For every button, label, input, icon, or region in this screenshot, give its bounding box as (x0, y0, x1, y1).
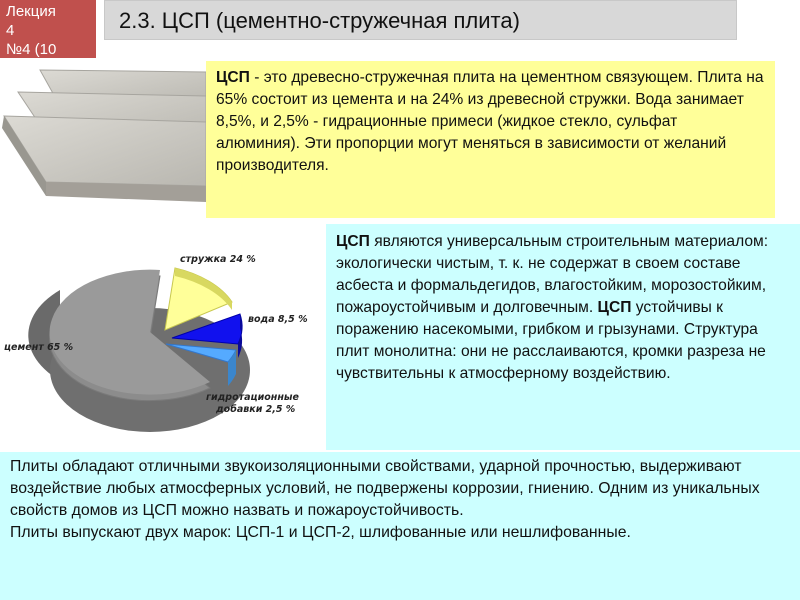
properties-text-1: являются универсальным строительным материалом: экологически чистым, т. к. не содержат в своем составе асбеста и формальдегидов, влагостойким, морозостойким, пожароустойчивым и долговечным. (336, 233, 769, 316)
definition-text: - это древесно-стружечная плита на цементном связующем. Плита на 65% состоит из цемента и на 24% из древесной стружки. Вода занимает 8,5%, и 2,5% - гидрационные примеси (жидкое стекло, сульфат алюминия). Эти пропорции могут меняться в зависимости от желаний производителя. (216, 69, 764, 174)
properties-box (326, 224, 800, 450)
cement-board-slabs-icon (0, 66, 210, 212)
lecture-label-line3: №4 (10 (6, 41, 57, 58)
composition-pie-chart (0, 240, 320, 450)
pie-label-cement: цемент 65 % (4, 342, 74, 353)
features-paragraph-2: Плиты выпускают двух марок: ЦСП-1 и ЦСП-2, шлифованные или нешлифованные. (10, 524, 631, 541)
pie-label-additives-line1: гидротационные (206, 392, 299, 403)
features-paragraph-1: Плиты обладают отличными звукоизоляционными свойствами, ударной прочностью, выдерживают воздействие любых атмосферных условий, не подвержены коррозии, гниению. Одним из уникальных свойств домов из ЦСП можно назвать и пожароустойчивость. (10, 458, 760, 519)
pie-label-water: вода 8,5 % (248, 314, 308, 325)
features-box (0, 452, 800, 600)
properties-text-2: устойчивы к поражению насекомыми, грибком и грызунами. Структура плит монолитна: они не расслаиваются, кромки разреза не чувствительны к атмосферному воздействию. (336, 299, 766, 382)
definition-term: ЦСП (216, 69, 250, 86)
slide-title: 2.3. ЦСП (цементно-стружечная плита) (119, 8, 520, 33)
pie-label-additives-line2: добавки 2,5 % (216, 404, 296, 415)
lecture-label-line1: Лекция (6, 3, 56, 20)
properties-term-1: ЦСП (336, 233, 370, 250)
pie-label-straw: стружка 24 % (180, 254, 256, 265)
properties-term-2: ЦСП (597, 299, 632, 316)
definition-box (206, 61, 775, 218)
lecture-label (0, 0, 96, 58)
lecture-label-line2: 4 (6, 22, 15, 39)
title-bar (104, 0, 737, 40)
